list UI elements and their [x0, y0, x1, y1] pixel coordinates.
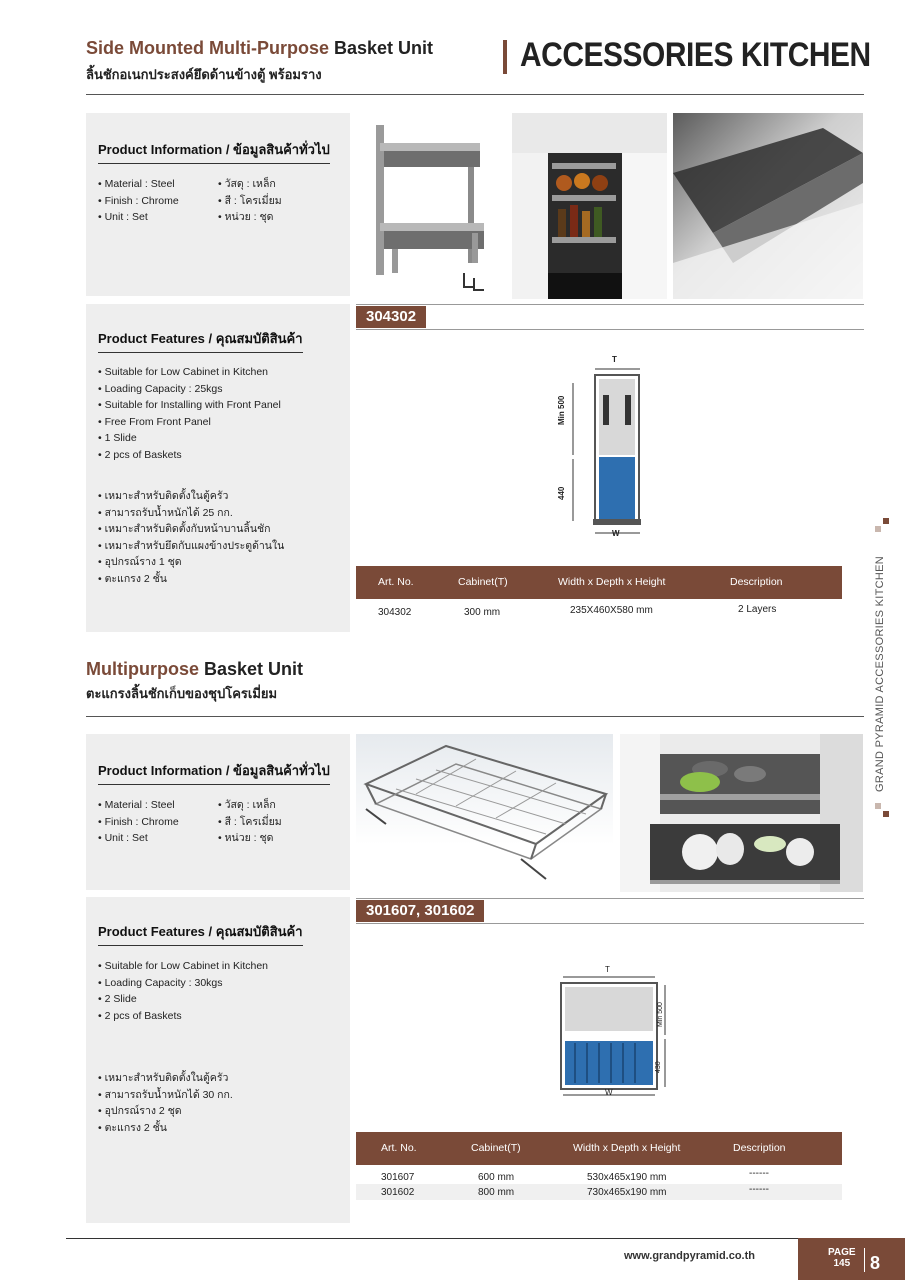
section2-title-accent: Multipurpose	[86, 659, 199, 679]
info-item: • Unit : Set	[98, 211, 148, 224]
diagram-label-top: T	[612, 355, 617, 364]
section2-subtitle: ตะแกรงลิ้นชักเก็บของชุปโครเมี่ยม	[86, 686, 278, 701]
info-item-th: • สี : โครเมี่ยม	[218, 194, 282, 207]
diagram-dim-height-2: 430	[655, 1061, 662, 1073]
feature-item-th: • เหมาะสำหรับติดตั้งในตู้ครัว	[98, 490, 229, 502]
product-info-panel	[86, 113, 350, 296]
cell-cabinet: 300 mm	[464, 607, 501, 618]
spec-table-header-2	[356, 1132, 842, 1165]
feature-item-th: • เหมาะสำหรับยึดกับแผงข้างประตูด้านใน	[98, 539, 285, 552]
feature-item-th: • สามารถรับน้ำหนักได้ 30 กก.	[98, 1088, 233, 1101]
page-number-box	[798, 1238, 905, 1280]
feature-item: • Loading Capacity : 30kgs	[98, 976, 223, 989]
product-info-panel-2	[86, 734, 350, 890]
diagram-label-bottom: W	[612, 529, 620, 538]
product-photo-rack	[356, 113, 507, 299]
product-features-title: Product Features / คุณสมบัติสินค้า	[98, 328, 303, 353]
info-item: • Material : Steel	[98, 178, 175, 190]
category-title: ACCESSORIES KITCHEN	[520, 36, 871, 74]
col-cabinet: Cabinet(T)	[471, 1142, 521, 1154]
dimension-diagram	[555, 355, 665, 545]
feature-item-th: • อุปกรณ์ราง 2 ชุด	[98, 1105, 182, 1118]
col-description: Description	[730, 576, 783, 588]
section2-rule	[86, 716, 864, 717]
feature-item-th: • เหมาะสำหรับติดตั้งในตู้ครัว	[98, 1072, 229, 1084]
diagram-label-top-2: T	[605, 965, 610, 974]
table-row	[356, 601, 842, 621]
feature-item-th: • ตะแกรง 2 ชั้น	[98, 1121, 167, 1134]
cell-art-no: 301607	[381, 1172, 415, 1183]
info-item-th: • หน่วย : ชุด	[218, 832, 274, 845]
side-square-bottom	[875, 803, 881, 809]
col-dimensions: Width x Depth x Height	[558, 576, 666, 588]
header-rule	[86, 94, 864, 95]
side-square-top-2	[875, 526, 881, 532]
product-photo-basket-installed	[620, 734, 863, 892]
feature-item: • 2 pcs of Baskets	[98, 1009, 182, 1022]
feature-item: • Free From Front Panel	[98, 415, 211, 428]
website-link[interactable]: www.grandpyramid.co.th	[624, 1250, 755, 1262]
diagram-dim-min: Min 500	[557, 395, 566, 425]
product-features-title-2: Product Features / คุณสมบัติสินค้า	[98, 921, 303, 946]
info-item-th: • สี : โครเมี่ยม	[218, 815, 282, 828]
diagram-label-bottom-2: W	[605, 1088, 613, 1097]
col-cabinet: Cabinet(T)	[458, 576, 508, 588]
code-rule-top-2	[356, 898, 864, 899]
info-item: • Unit : Set	[98, 832, 148, 845]
code-rule-top	[356, 304, 864, 305]
cell-cabinet: 800 mm	[478, 1187, 515, 1198]
page-label-text: PAGE	[828, 1247, 856, 1258]
feature-item-th: • อุปกรณ์ราง 1 ชุด	[98, 556, 182, 569]
col-dimensions: Width x Depth x Height	[573, 1142, 681, 1154]
feature-item-th: • สามารถรับน้ำหนักได้ 25 กก.	[98, 506, 233, 519]
diagram-dim-min-2: Min 500	[657, 1002, 664, 1027]
table-row	[356, 1184, 842, 1200]
info-item-th: • วัสดุ : เหล็ก	[218, 799, 276, 811]
page-index: 145	[833, 1258, 851, 1269]
cell-cabinet: 600 mm	[478, 1172, 515, 1183]
product-photo-installed	[512, 113, 667, 299]
code-rule-bottom	[356, 329, 864, 330]
dimension-diagram-2	[545, 965, 675, 1100]
info-item: • Finish : Chrome	[98, 815, 179, 828]
page-label	[828, 1247, 856, 1269]
page-number: 8	[870, 1253, 881, 1273]
side-square-bottom-2	[883, 811, 889, 817]
feature-item-th: • เหมาะสำหรับติดตั้งกับหน้าบานลิ้นชัก	[98, 523, 271, 536]
product-photo-basket	[356, 734, 613, 892]
table-row	[356, 1168, 842, 1184]
feature-item: • Loading Capacity : 25kgs	[98, 382, 223, 395]
cell-description: ------	[749, 1184, 769, 1195]
info-item: • Material : Steel	[98, 799, 175, 811]
code-rule-bottom-2	[356, 923, 864, 924]
feature-item: • Suitable for Low Cabinet in Kitchen	[98, 960, 269, 972]
cell-dimensions: 530x465x190 mm	[587, 1172, 667, 1183]
page-title	[86, 38, 433, 59]
title-rest: Basket Unit	[329, 38, 434, 58]
feature-item: • Suitable for Low Cabinet in Kitchen	[98, 366, 269, 378]
title-accent: Side Mounted Multi-Purpose	[86, 38, 329, 58]
col-art-no: Art. No.	[381, 1142, 417, 1154]
info-item: • Finish : Chrome	[98, 194, 179, 207]
spec-table-header	[356, 566, 842, 599]
product-features-panel	[86, 304, 350, 632]
product-features-panel-2	[86, 897, 350, 1223]
section2-title	[86, 659, 303, 680]
product-photo-detail	[673, 113, 863, 299]
cell-dimensions: 235X460X580 mm	[570, 605, 653, 616]
feature-item: • Suitable for Installing with Front Panel	[98, 399, 281, 412]
info-item-th: • วัสดุ : เหล็ก	[218, 178, 276, 190]
cell-description: ------	[749, 1168, 769, 1179]
cell-dimensions: 730x465x190 mm	[587, 1187, 667, 1198]
info-item-th: • หน่วย : ชุด	[218, 211, 274, 224]
feature-item: • 2 Slide	[98, 993, 137, 1006]
page-subtitle: ลิ้นชักอเนกประสงค์ยึดด้านข้างตู้ พร้อมราง	[86, 67, 322, 82]
product-info-title-2: Product Information / ข้อมูลสินค้าทั่วไป	[98, 760, 330, 785]
col-description: Description	[733, 1142, 786, 1154]
cell-art-no: 304302	[378, 607, 412, 618]
footer-rule	[66, 1238, 798, 1239]
side-square-top	[883, 518, 889, 524]
header-divider	[503, 40, 507, 74]
feature-item: • 2 pcs of Baskets	[98, 448, 182, 461]
feature-item-th: • ตะแกรง 2 ชั้น	[98, 572, 167, 585]
diagram-dim-height: 440	[557, 486, 566, 500]
cell-description: 2 Layers	[738, 604, 777, 615]
feature-item: • 1 Slide	[98, 432, 137, 445]
article-code-tab: 304302	[356, 306, 426, 328]
page-divider	[864, 1248, 865, 1272]
col-art-no: Art. No.	[378, 576, 414, 588]
section2-title-rest: Basket Unit	[199, 659, 304, 679]
side-brand-label: GRAND PYRAMID ACCESSORIES KITCHEN	[874, 555, 886, 792]
cell-art-no: 301602	[381, 1187, 415, 1198]
product-info-title: Product Information / ข้อมูลสินค้าทั่วไป	[98, 139, 330, 164]
article-code-tab-2: 301607, 301602	[356, 900, 484, 922]
